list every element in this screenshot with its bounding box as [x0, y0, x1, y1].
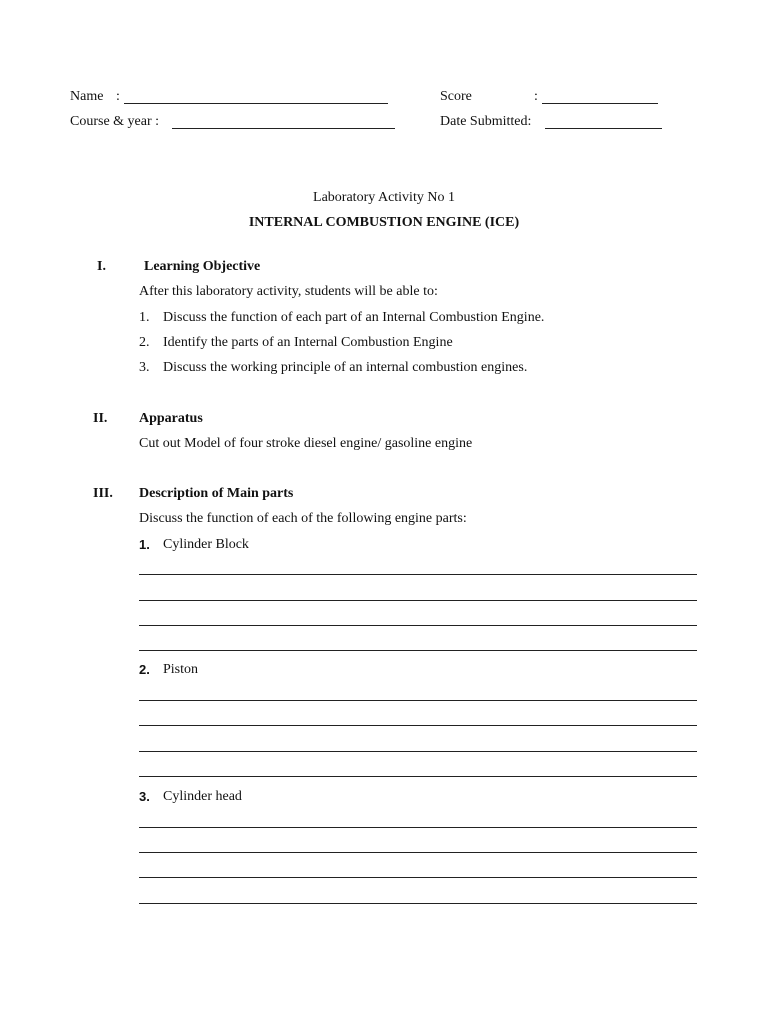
- answer-line[interactable]: [139, 625, 697, 626]
- answer-line[interactable]: [139, 650, 697, 651]
- section-iii-heading: Description of Main parts: [139, 486, 294, 501]
- part-number: 3.: [139, 789, 150, 804]
- answer-line[interactable]: [139, 827, 697, 828]
- part-name: Piston: [163, 662, 199, 677]
- name-field[interactable]: [124, 103, 388, 104]
- section-iii-numeral: III.: [93, 486, 113, 501]
- objective-item-text: Identify the parts of an Internal Combustion Engine: [163, 335, 453, 350]
- answer-line[interactable]: [139, 700, 697, 701]
- date-submitted-field[interactable]: [545, 128, 662, 129]
- answer-line[interactable]: [139, 877, 697, 878]
- section-i-heading: Learning Objective: [144, 259, 261, 274]
- score-field[interactable]: [542, 103, 658, 104]
- answer-line[interactable]: [139, 776, 697, 777]
- section-ii-heading: Apparatus: [139, 411, 203, 426]
- parts-intro: Discuss the function of each of the following engine parts:: [139, 511, 467, 526]
- answer-line[interactable]: [139, 903, 697, 904]
- apparatus-text: Cut out Model of four stroke diesel engine/ gasoline engine: [139, 436, 473, 451]
- objective-item-number: 2.: [139, 335, 150, 350]
- document-title: INTERNAL COMBUSTION ENGINE (ICE): [248, 215, 520, 230]
- objective-item-text: Discuss the working principle of an internal combustion engines.: [163, 360, 528, 375]
- name-separator: :: [116, 89, 120, 104]
- answer-line[interactable]: [139, 725, 697, 726]
- answer-line[interactable]: [139, 751, 697, 752]
- course-year-field[interactable]: [172, 128, 395, 129]
- answer-line[interactable]: [139, 574, 697, 575]
- section-i-numeral: I.: [97, 259, 106, 274]
- objective-item-text: Discuss the function of each part of an Internal Combustion Engine.: [163, 310, 545, 325]
- part-name: Cylinder head: [163, 789, 242, 804]
- name-label: Name: [70, 89, 104, 104]
- part-number: 2.: [139, 662, 150, 677]
- date-submitted-label: Date Submitted:: [440, 114, 532, 129]
- objective-intro: After this laboratory activity, students will be able to:: [139, 284, 438, 299]
- objective-item-number: 1.: [139, 310, 150, 325]
- part-name: Cylinder Block: [163, 537, 249, 552]
- score-separator: :: [534, 89, 538, 104]
- activity-title: Laboratory Activity No 1: [313, 190, 455, 205]
- answer-line[interactable]: [139, 600, 697, 601]
- answer-line[interactable]: [139, 852, 697, 853]
- objective-item-number: 3.: [139, 360, 150, 375]
- score-label: Score: [440, 89, 472, 104]
- section-ii-numeral: II.: [93, 411, 108, 426]
- course-year-label: Course & year :: [70, 114, 160, 129]
- part-number: 1.: [139, 537, 150, 552]
